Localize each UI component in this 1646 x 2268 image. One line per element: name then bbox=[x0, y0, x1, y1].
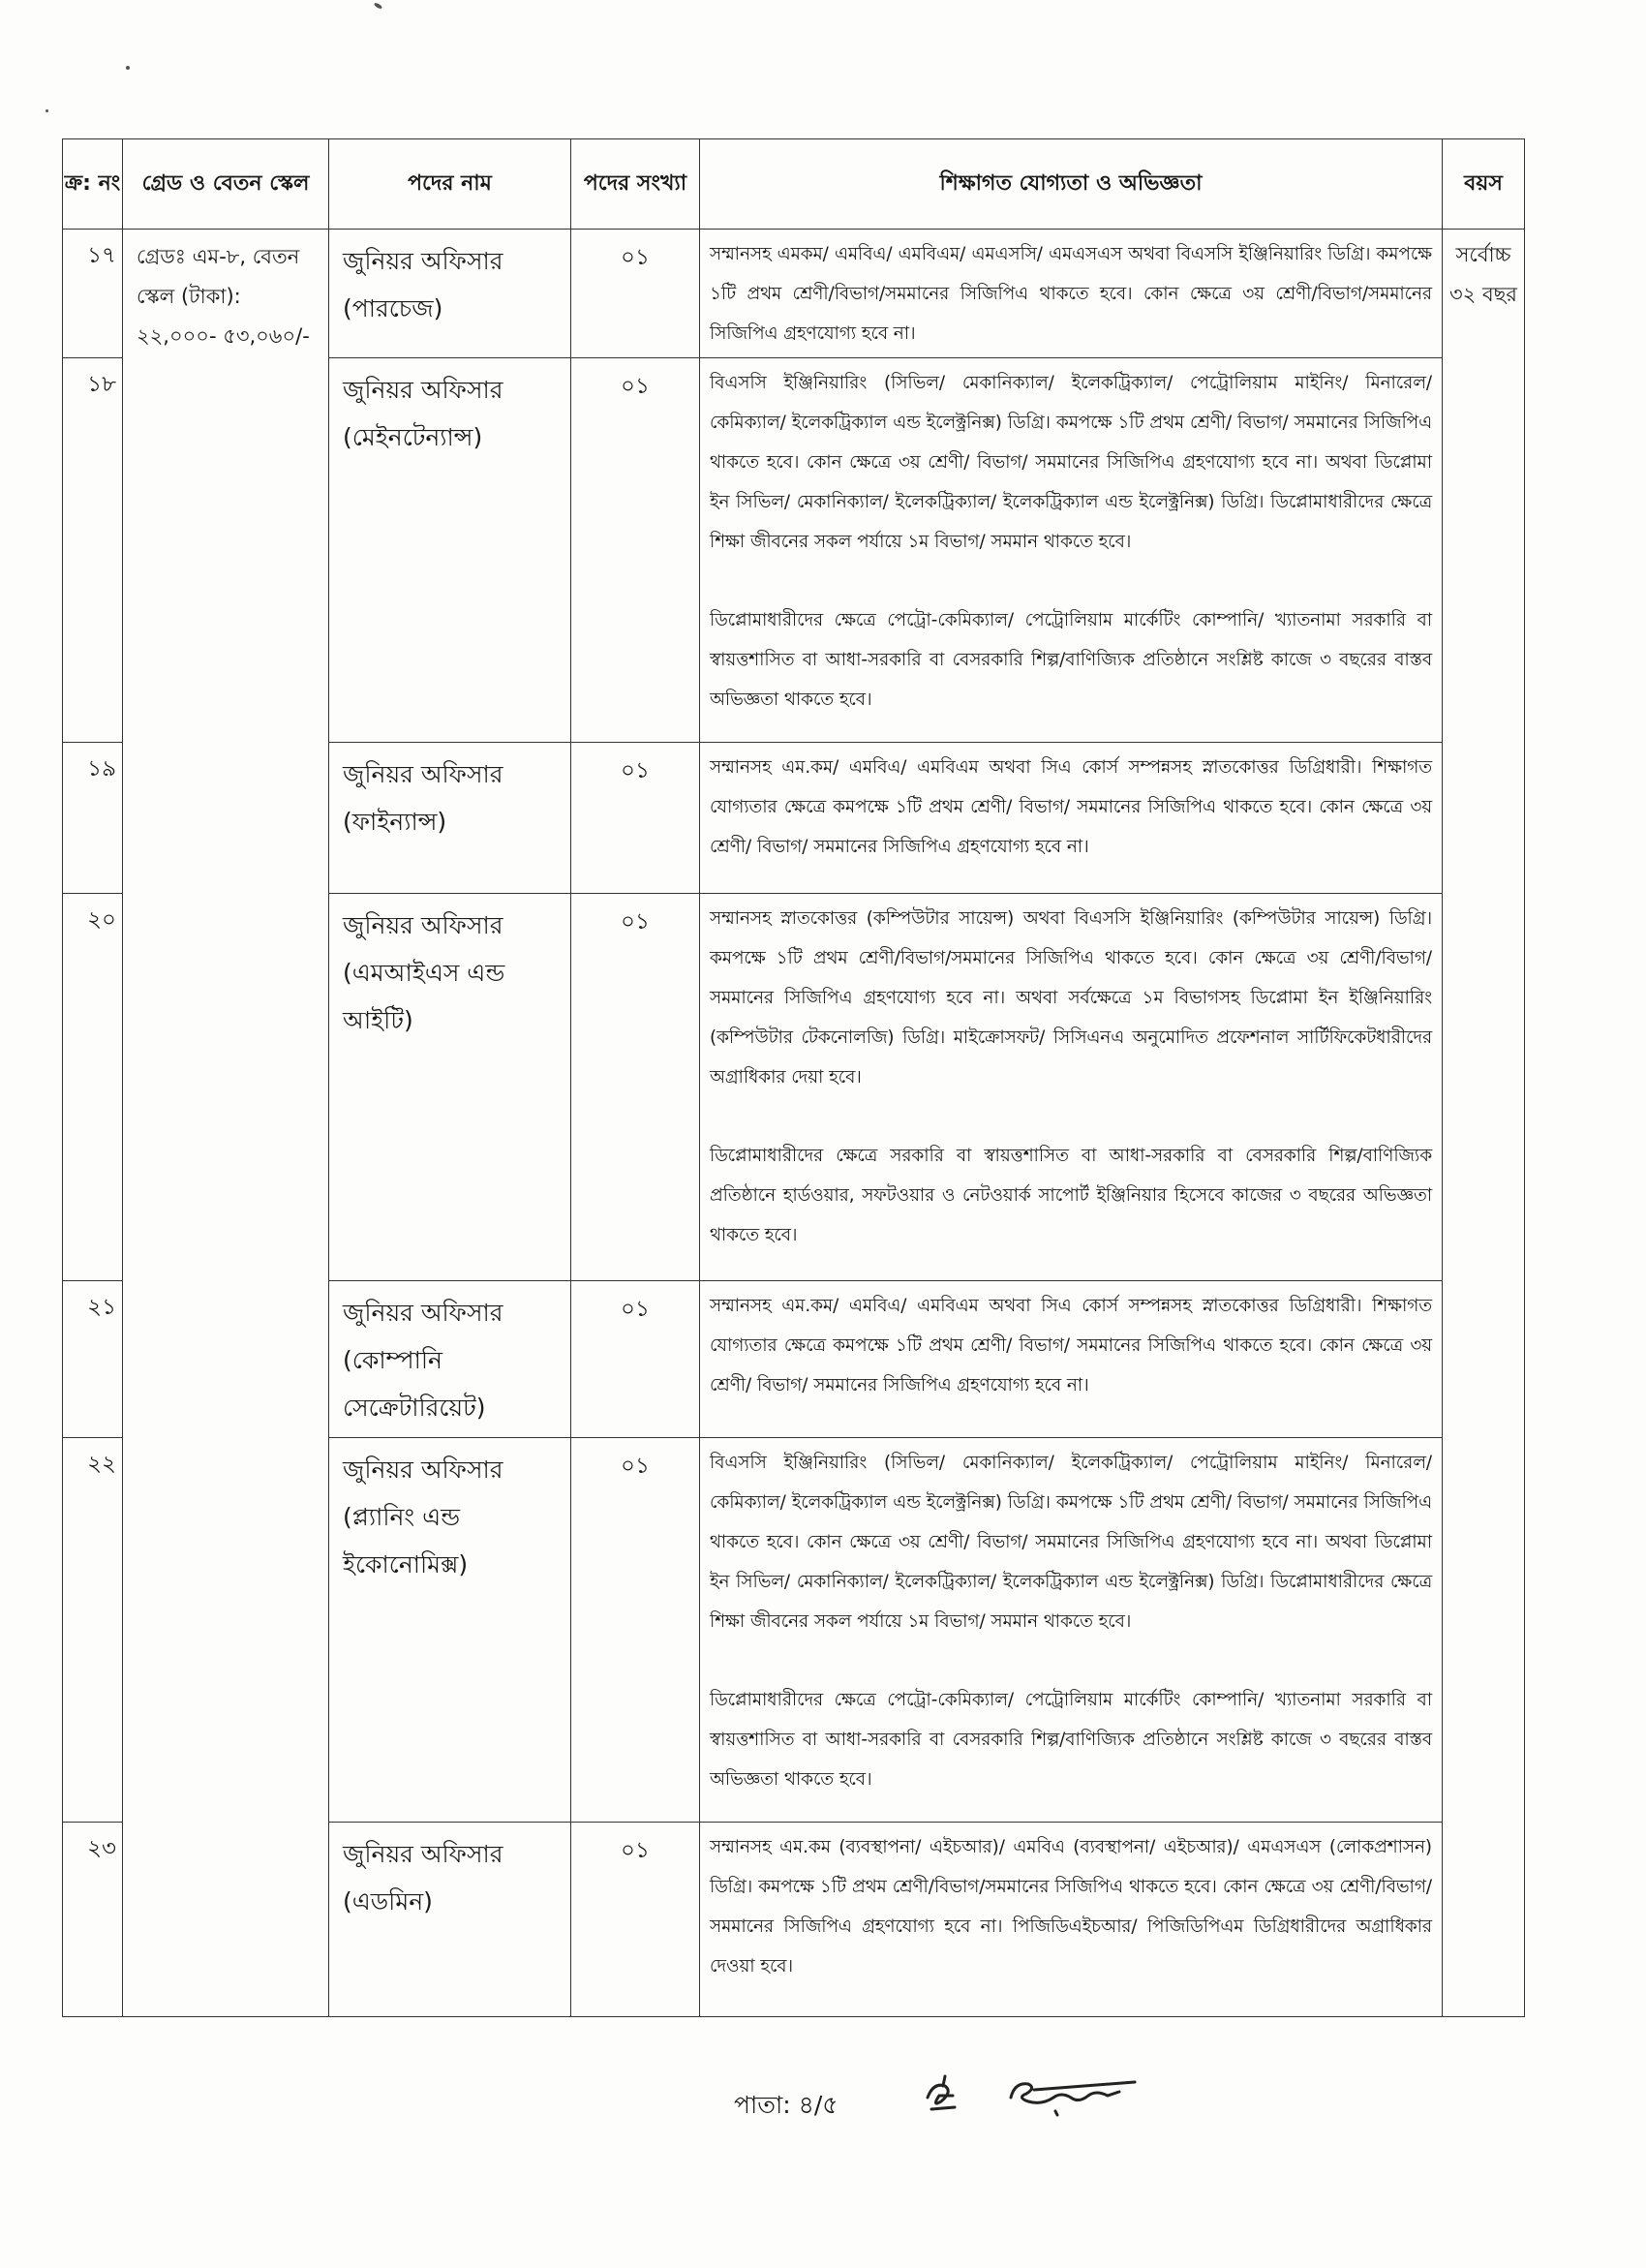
header-age: বয়স bbox=[1443, 139, 1525, 230]
post-title-cell: জুনিয়র অফিসার (পারচেজ) bbox=[329, 230, 571, 358]
signature-initials-icon bbox=[920, 2069, 1143, 2127]
qualification-cell bbox=[700, 1281, 1443, 1438]
serial-cell: ২১ bbox=[63, 1281, 123, 1438]
qualification-cell bbox=[700, 1823, 1443, 2017]
post-title-cell: জুনিয়র অফিসার (এমআইএস এন্ড আইটি) bbox=[329, 894, 571, 1281]
post-count-cell: ০১ bbox=[571, 230, 700, 358]
qualification-paragraph: বিএসসি ইঞ্জিনিয়ারিং (সিভিল/ মেকানিক্যাল/ ইলেকট্রিক্যাল/ পেট্রোলিয়াম মাইনিং/ মিনারেল/ কেমিক্যাল/ ইলেকট্রিক্যাল এন্ড ইলেক্ট্রনিক্স) ডিগ্রি। কমপক্ষে ১টি প্রথম শ্রেণী/ বিভাগ/ সমমানের সিজিপিএ থাকতে হবে। কোন ক্ষেত্রে ৩য় শ্রেণী/ বিভাগ/ সমমানের সিজিপিএ গ্রহণযোগ্য হবে না। অথবা ডিপ্লোমা ইন সিভিল/ মেকানিক্যাল/ ইলেকট্রিক্যাল/ ইলেকট্রিক্যাল এন্ড ইলেক্ট্রনিক্স) ডিগ্রি। ডিপ্লোমাধারীদের ক্ষেত্রে শিক্ষা জীবনের সকল পর্যায়ে ১ম বিভাগ/ সমমান থাকতে হবে। bbox=[710, 1453, 1432, 1632]
age-limit-cell: সর্বোচ্চ ৩২ বছর bbox=[1443, 230, 1525, 2017]
page-number: পাতা: ৪/৫ bbox=[734, 2091, 838, 2119]
post-count-cell: ০১ bbox=[571, 1438, 700, 1823]
serial-cell: ১৮ bbox=[63, 358, 123, 743]
qualification-cell bbox=[700, 358, 1443, 743]
serial-cell: ১৯ bbox=[63, 743, 123, 894]
qualification-cell bbox=[700, 894, 1443, 1281]
post-count-cell: ০১ bbox=[571, 743, 700, 894]
qualification-paragraph: সম্মানসহ স্নাতকোত্তর (কম্পিউটার সায়েন্স) অথবা বিএসসি ইঞ্জিনিয়ারিং (কম্পিউটার সায়েন্স) ডিগ্রি। কমপক্ষে ১টি প্রথম শ্রেণী/বিভাগ/সমমানের সিজিপিএ থাকতে হবে। কোন ক্ষেত্রে ৩য় শ্রেণী/বিভাগ/সমমানের সিজিপিএ গ্রহণযোগ্য হবে না। অথবা সর্বক্ষেত্রে ১ম বিভাগসহ ডিপ্লোমা ইন ইঞ্জিনিয়ারিং (কম্পিউটার টেকনোলজি) ডিগ্রি। মাইক্রোসফট/ সিসিএনএ অনুমোদিত প্রফেশনাল সার্টিফিকেটধারীদের অগ্রাধিকার দেয়া হবে। bbox=[710, 908, 1432, 1088]
qualification-paragraph: সম্মানসহ এমকম/ এমবিএ/ এমবিএম/ এমএসসি/ এমএসএস অথবা বিএসসি ইঞ্জিনিয়ারিং ডিগ্রি। কমপক্ষে ১টি প্রথম শ্রেণী/বিভাগ/সমমানের সিজিপিএ থাকতে হবে। কোন ক্ষেত্রে ৩য় শ্রেণী/বিভাগ/সমমানের সিজিপিএ গ্রহণযোগ্য হবে না। bbox=[710, 244, 1432, 344]
qualification-cell bbox=[700, 1438, 1443, 1823]
post-count-cell: ০১ bbox=[571, 1823, 700, 2017]
serial-cell: ২২ bbox=[63, 1438, 123, 1823]
serial-cell: ১৭ bbox=[63, 230, 123, 358]
header-count: পদের সংখ্যা bbox=[571, 139, 700, 230]
qualification-paragraph: ডিপ্লোমাধারীদের ক্ষেত্রে পেট্রো-কেমিক্যাল/ পেট্রোলিয়াম মার্কেটিং কোম্পানি/ খ্যাতনামা সরকারি বা স্বায়ত্তশাসিত বা আধা-সরকারি বা বেসরকারি শিল্প/বাণিজ্যিক প্রতিষ্ঠানে সংশ্লিষ্ট কাজে ৩ বছরের বাস্তব অভিজ্ঞতা থাকতে হবে। bbox=[710, 1690, 1432, 1790]
header-serial: ক্র: নং bbox=[63, 139, 123, 230]
qualification-cell bbox=[700, 230, 1443, 358]
qualification-paragraph: বিএসসি ইঞ্জিনিয়ারিং (সিভিল/ মেকানিক্যাল/ ইলেকট্রিক্যাল/ পেট্রোলিয়াম মাইনিং/ মিনারেল/ কেমিক্যাল/ ইলেকট্রিক্যাল এন্ড ইলেক্ট্রনিক্স) ডিগ্রি। কমপক্ষে ১টি প্রথম শ্রেণী/ বিভাগ/ সমমানের সিজিপিএ থাকতে হবে। কোন ক্ষেত্রে ৩য় শ্রেণী/ বিভাগ/ সমমানের সিজিপিএ গ্রহণযোগ্য হবে না। অথবা ডিপ্লোমা ইন সিভিল/ মেকানিক্যাল/ ইলেকট্রিক্যাল/ ইলেকট্রিক্যাল এন্ড ইলেক্ট্রনিক্স) ডিগ্রি। ডিপ্লোমাধারীদের ক্ষেত্রে শিক্ষা জীবনের সকল পর্যায়ে ১ম বিভাগ/ সমমান থাকতে হবে। bbox=[710, 373, 1432, 552]
qualification-paragraph: ডিপ্লোমাধারীদের ক্ষেত্রে সরকারি বা স্বায়ত্তশাসিত বা আধা-সরকারি বা বেসরকারি শিল্প/বাণিজ্যিক প্রতিষ্ঠানে হার্ডওয়ার, সফটওয়ার ও নেটওয়ার্ক সাপোর্ট ইঞ্জিনিয়ার হিসেবে কাজের ৩ বছরের অভিজ্ঞতা থাকতে হবে। bbox=[710, 1146, 1432, 1245]
qualification-paragraph: সম্মানসহ এম.কম (ব্যবস্থাপনা/ এইচআর)/ এমবিএ (ব্যবস্থাপনা/ এইচআর)/ এমএসএস (লোকপ্রশাসন) ডিগ্রি। কমপক্ষে ১টি প্রথম শ্রেণী/বিভাগ/সমমানের সিজিপিএ থাকতে হবে। কোন ক্ষেত্রে ৩য় শ্রেণী/বিভাগ/সমমানের সিজিপিএ গ্রহণযোগ্য হবে না। পিজিডিএইচআর/ পিজিডিপিএম ডিগ্রিধারীদের অগ্রাধিকার দেওয়া হবে। bbox=[710, 1837, 1432, 1977]
scan-speck bbox=[46, 109, 48, 112]
qualification-paragraph: ডিপ্লোমাধারীদের ক্ষেত্রে পেট্রো-কেমিক্যাল/ পেট্রোলিয়াম মার্কেটিং কোম্পানি/ খ্যাতনামা সরকারি বা স্বায়ত্তশাসিত বা আধা-সরকারি বা বেসরকারি শিল্প/বাণিজ্যিক প্রতিষ্ঠানে সংশ্লিষ্ট কাজে ৩ বছরের বাস্তব অভিজ্ঞতা থাকতে হবে। bbox=[710, 610, 1432, 710]
header-qualification: শিক্ষাগত যোগ্যতা ও অভিজ্ঞতা bbox=[700, 139, 1443, 230]
grade-scale-cell: গ্রেডঃ এম-৮, বেতন স্কেল (টাকা): ২২,০০০- ৫৩,০৬০/- bbox=[123, 230, 329, 2017]
header-grade: গ্রেড ও বেতন স্কেল bbox=[123, 139, 329, 230]
serial-cell: ২০ bbox=[63, 894, 123, 1281]
scan-speck bbox=[374, 2, 383, 10]
qualification-paragraph: সম্মানসহ এম.কম/ এমবিএ/ এমবিএম অথবা সিএ কোর্স সম্পন্নসহ স্নাতকোত্তর ডিগ্রিধারী। শিক্ষাগত যোগ্যতার ক্ষেত্রে কমপক্ষে ১টি প্রথম শ্রেণী/ বিভাগ/ সমমানের সিজিপিএ থাকতে হবে। কোন ক্ষেত্রে ৩য় শ্রেণী/ বিভাগ/ সমমানের সিজিপিএ গ্রহণযোগ্য হবে না। bbox=[710, 757, 1432, 857]
post-count-cell: ০১ bbox=[571, 894, 700, 1281]
post-title-cell: জুনিয়র অফিসার (মেইনটেন্যান্স) bbox=[329, 358, 571, 743]
recruitment-table bbox=[62, 138, 1525, 2017]
post-title-cell: জুনিয়র অফিসার (কোম্পানি সেক্রেটারিয়েট) bbox=[329, 1281, 571, 1438]
table-row bbox=[63, 230, 1525, 358]
post-title-cell: জুনিয়র অফিসার (এডমিন) bbox=[329, 1823, 571, 2017]
post-title-cell: জুনিয়র অফিসার (প্ল্যানিং এন্ড ইকোনোমিক্স) bbox=[329, 1438, 571, 1823]
post-count-cell: ০১ bbox=[571, 358, 700, 743]
header-post: পদের নাম bbox=[329, 139, 571, 230]
post-title-cell: জুনিয়র অফিসার (ফাইন্যান্স) bbox=[329, 743, 571, 894]
qualification-cell bbox=[700, 743, 1443, 894]
post-count-cell: ০১ bbox=[571, 1281, 700, 1438]
serial-cell: ২৩ bbox=[63, 1823, 123, 2017]
table-header-row bbox=[63, 139, 1525, 230]
scan-speck bbox=[126, 66, 130, 70]
qualification-paragraph: সম্মানসহ এম.কম/ এমবিএ/ এমবিএম অথবা সিএ কোর্স সম্পন্নসহ স্নাতকোত্তর ডিগ্রিধারী। শিক্ষাগত যোগ্যতার ক্ষেত্রে কমপক্ষে ১টি প্রথম শ্রেণী/ বিভাগ/ সমমানের সিজিপিএ থাকতে হবে। কোন ক্ষেত্রে ৩য় শ্রেণী/ বিভাগ/ সমমানের সিজিপিএ গ্রহণযোগ্য হবে না। bbox=[710, 1296, 1432, 1395]
